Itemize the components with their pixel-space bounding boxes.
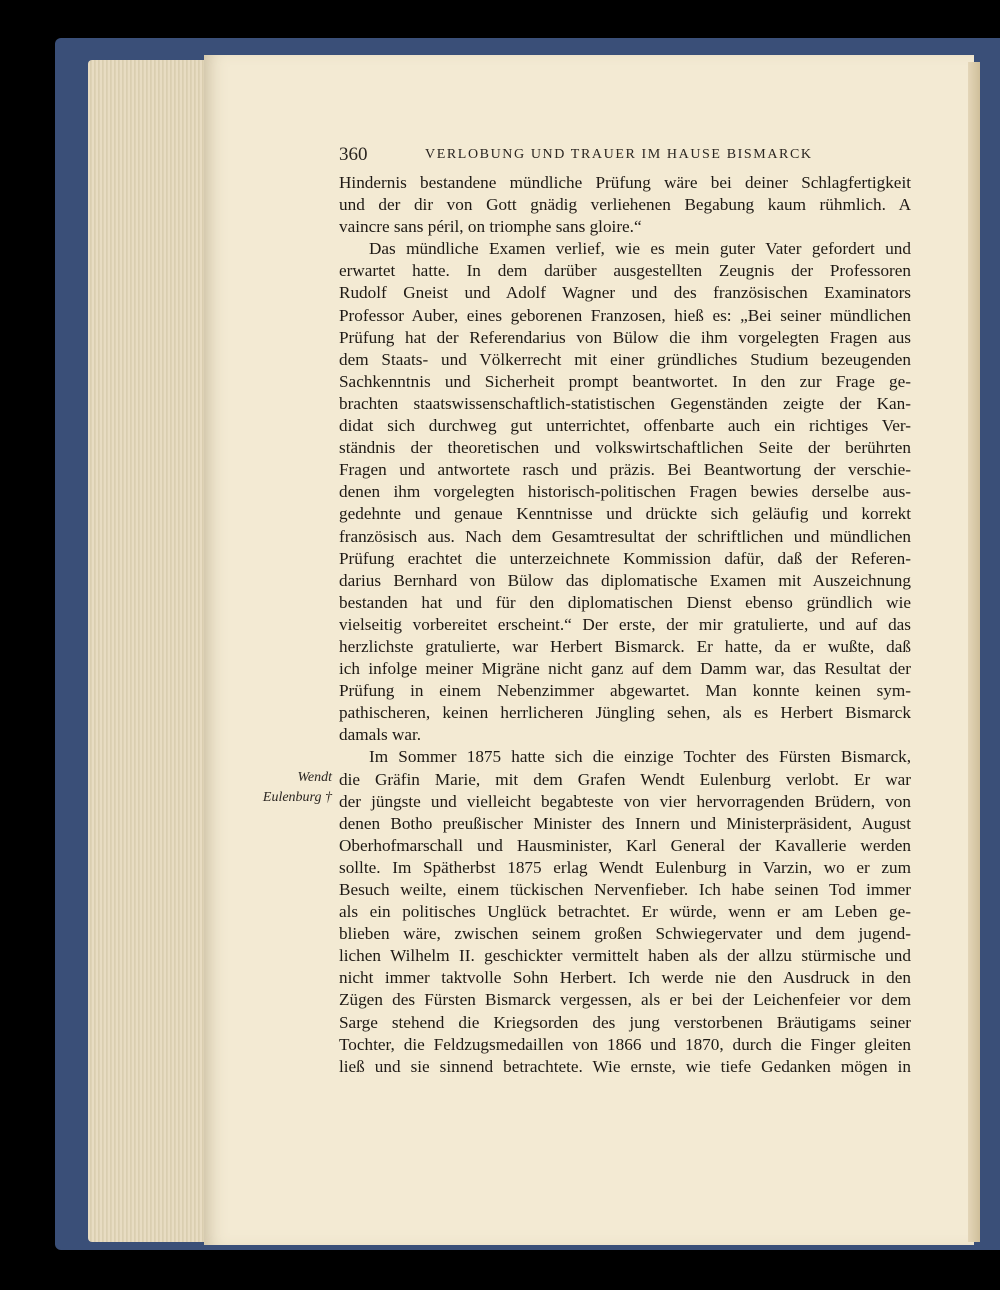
text-line: und der dir von Gott gnädig verliehenen Begabung kaum rühmlich. A (339, 195, 911, 215)
page-fold (968, 62, 980, 1242)
text-line: Im Sommer 1875 hatte sich die einzige Tochter des Fürsten Bismarck, (369, 747, 911, 767)
text-line: als ein politisches Unglück betrachtet. Er würde, wenn er am Leben ge- (339, 902, 911, 922)
text-line: blieben wäre, zwischen seinem großen Schwiegervater und dem jugend- (339, 924, 911, 944)
text-line: ich infolge meiner Migräne nicht ganz auf dem Damm war, das Resultat der (339, 659, 911, 679)
text-line: die Gräfin Marie, mit dem Grafen Wendt Eulenburg verlobt. Er war (339, 769, 911, 789)
text-line: denen ihm vorgelegten historisch-politischen Fragen bewies derselbe aus- (339, 482, 911, 502)
text-line: Tochter, die Feldzugsmedaillen von 1866 und 1870, durch die Finger gleiten (339, 1034, 911, 1054)
text-line: Oberhofmarschall und Hausminister, Karl General der Kavallerie werden (339, 835, 911, 855)
text-line: Zügen des Fürsten Bismarck vergessen, als er bei der Leichenfeier vor dem (339, 990, 911, 1010)
text-line: Prüfung hat der Referendarius von Bülow die ihm vorgelegten Fragen aus (339, 327, 911, 347)
text-line: erwartet hatte. In dem darüber ausgestellten Zeugnis der Professoren (339, 261, 911, 281)
text-line: der jüngste und vielleicht begabteste von vier hervorragenden Brüdern, von (339, 791, 911, 811)
text-line: vielseitig vorbereitet erscheint.“ Der erste, der mir gratulierte, und auf das (339, 614, 911, 634)
text-line: vaincre sans péril, on triomphe sans gloire.“ (339, 217, 642, 237)
text-line: Fragen und antwortete rasch und präzis. Bei Beantwortung der verschie- (339, 460, 911, 480)
text-line: Das mündliche Examen verlief, wie es mein guter Vater gefordert und (369, 239, 911, 259)
text-line: ständnis der theoretischen und volkswirtschaftlichen Seite der berührten (339, 438, 911, 458)
text-line: darius Bernhard von Bülow das diplomatische Examen mit Auszeichnung (339, 570, 911, 590)
text-line: Prüfung in einem Nebenzimmer abgewartet. Man konnte keinen sym- (339, 681, 911, 701)
text-line: Rudolf Gneist und Adolf Wagner und des französischen Examinators (339, 283, 911, 303)
text-line: brachten staatswissenschaftlich-statistischen Gegenständen zeigte der Kan- (339, 393, 911, 413)
text-line: Sarge stehend die Kriegsorden des jung verstorbenen Bräutigams seiner (339, 1012, 911, 1032)
text-line: Prüfung erachtet die unterzeichnete Kommission dafür, daß der Referen- (339, 548, 911, 568)
text-line: pathischeren, keinen herrlicheren Jüngling sehen, als es Herbert Bismarck (339, 703, 911, 723)
text-line: nicht immer taktvolle Sohn Herbert. Ich werde nie den Ausdruck in den (339, 968, 911, 988)
text-line: Hindernis bestandene mündliche Prüfung wäre bei deiner Schlagfertigkeit (339, 173, 911, 192)
text-line: sollte. Im Spätherbst 1875 erlag Wendt Eulenburg in Varzin, wo er zum (339, 857, 911, 877)
text-line: Sachkenntnis und Sicherheit prompt beantwortet. In den zur Frage ge- (339, 371, 911, 391)
text-line: ließ und sie sinnend betrachtete. Wie ernste, wie tiefe Gedanken mögen in (339, 1056, 911, 1076)
text-line: lichen Wilhelm II. geschickter vermittelt haben als der allzu stürmische und (339, 946, 911, 966)
body-text (339, 172, 911, 1078)
text-line: bestanden hat und für den diplomatischen Dienst ebenso gründlich wie (339, 592, 911, 612)
text-line: Besuch weilte, einem tückischen Nervenfieber. Ich habe seinen Tod immer (339, 880, 911, 899)
text-line: denen Botho preußischer Minister des Innern und Ministerpräsident, August (339, 813, 911, 833)
text-line: gedehnte und genaue Kenntnisse und drückte sich geläufig und korrekt (339, 504, 911, 524)
text-line: dem Staats- und Völkerrecht mit einer gründliches Studium bezeugenden (339, 349, 911, 369)
page-number: 360 (339, 144, 368, 165)
margin-notes (210, 770, 332, 830)
text-line: herzlichste gratulierte, war Herbert Bismarck. Er hatte, da er wußte, daß (339, 636, 911, 656)
page-edges (88, 60, 208, 1242)
margin-note: Wendt (297, 770, 332, 785)
text-line: Professor Auber, eines geborenen Franzosen, hieß es: „Bei seiner mündlichen (339, 305, 911, 325)
text-line: französisch aus. Nach dem Gesamtresultat der schriftlichen und mündlichen (339, 526, 911, 546)
text-line: damals war. (339, 725, 422, 745)
margin-note: Eulenburg † (262, 790, 332, 805)
text-line: didat sich durchweg gut unterrichtet, offenbarte auch ein richtiges Ver- (339, 416, 911, 436)
running-head: VERLOBUNG UND TRAUER IM HAUSE BISMARCK (425, 147, 813, 162)
